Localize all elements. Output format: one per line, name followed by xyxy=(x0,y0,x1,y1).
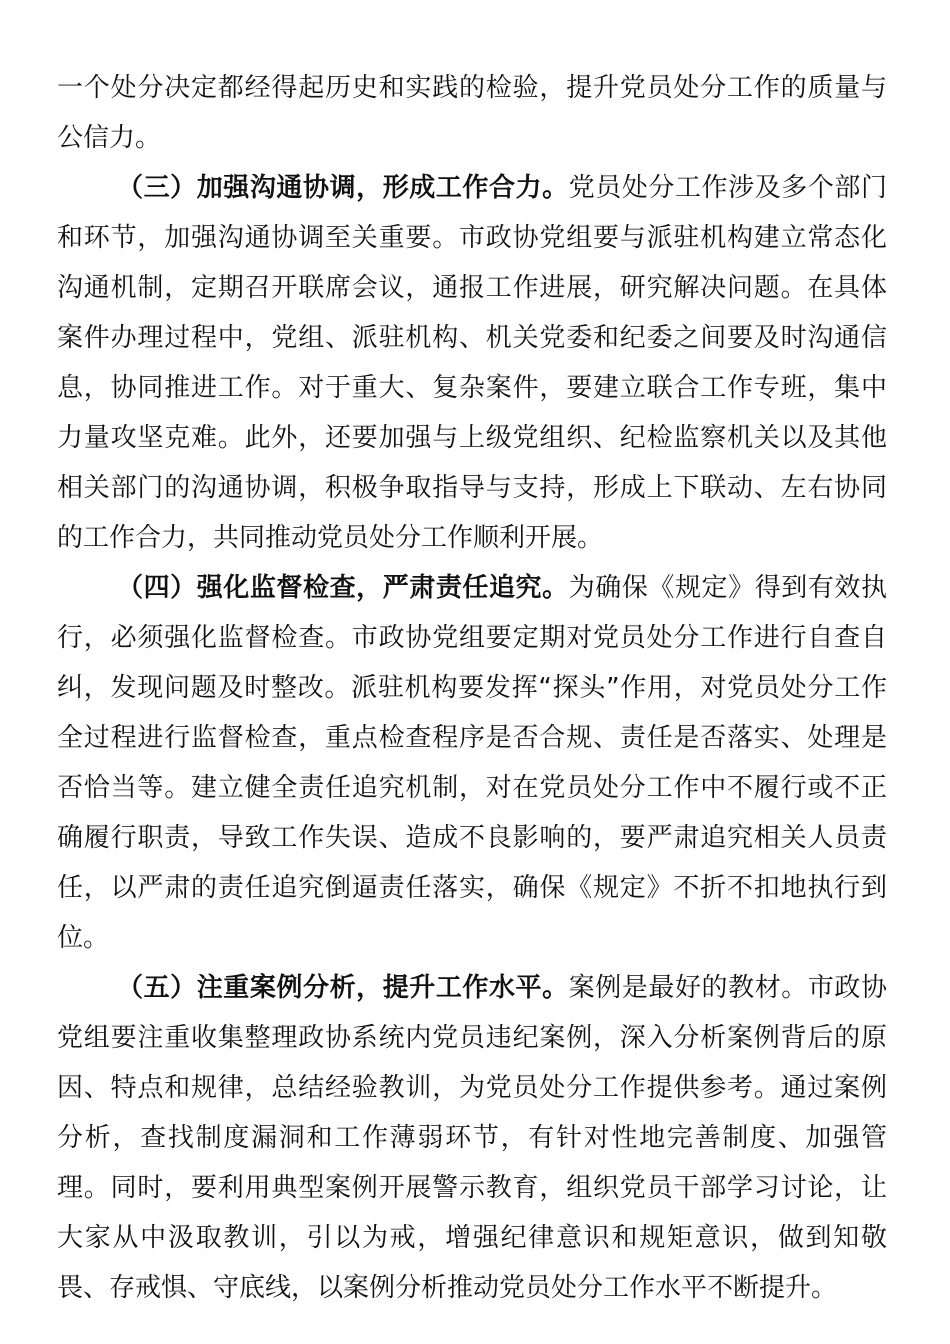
paragraph-text: 为确保《规定》得到有效执行，必须强化监督检查。市政协党组要定期对党员处分工作进行自查自纠，发现问题及时整改。派驻机构要发挥“探头”作用，对党员处分工作全过程进行监督检查，重点检查程序是否合规、责任是否落实、处理是否恰当等。建立健全责任追究机制，对在党员处分工作中不履行或不正确履行职责，导致工作失误、造成不良影响的，要严肃追究相关人员责任，以严肃的责任追究倒逼责任落实，确保《规定》不折不扣地执行到位。 xyxy=(57,573,887,953)
section-heading: （四）强化监督检查，严肃责任追究。 xyxy=(117,573,569,603)
paragraph-section-3 xyxy=(57,163,887,563)
document-page xyxy=(57,63,887,1313)
paragraph-continuation xyxy=(57,63,887,163)
paragraph-text: 案例是最好的教材。市政协党组要注重收集整理政协系统内党员违纪案例，深入分析案例背后的原因、特点和规律，总结经验教训，为党员处分工作提供参考。通过案例分析，查找制度漏洞和工作薄弱环节，有针对性地完善制度、加强管理。同时，要利用典型案例开展警示教育，组织党员干部学习讨论，让大家从中汲取教训，引以为戒，增强纪律意识和规矩意识，做到知敬畏、存戒惧、守底线，以案例分析推动党员处分工作水平不断提升。 xyxy=(57,973,887,1303)
paragraph-section-5 xyxy=(57,963,887,1313)
section-heading: （五）注重案例分析，提升工作水平。 xyxy=(117,973,569,1003)
paragraph-text: 一个处分决定都经得起历史和实践的检验，提升党员处分工作的质量与公信力。 xyxy=(57,73,887,153)
paragraph-section-4 xyxy=(57,563,887,963)
section-heading: （三）加强沟通协调，形成工作合力。 xyxy=(117,173,569,203)
paragraph-text: 党员处分工作涉及多个部门和环节，加强沟通协调至关重要。市政协党组要与派驻机构建立常态化沟通机制，定期召开联席会议，通报工作进展，研究解决问题。在具体案件办理过程中，党组、派驻机构、机关党委和纪委之间要及时沟通信息，协同推进工作。对于重大、复杂案件，要建立联合工作专班，集中力量攻坚克难。此外，还要加强与上级党组织、纪检监察机关以及其他相关部门的沟通协调，积极争取指导与支持，形成上下联动、左右协同的工作合力，共同推动党员处分工作顺利开展。 xyxy=(57,173,887,553)
